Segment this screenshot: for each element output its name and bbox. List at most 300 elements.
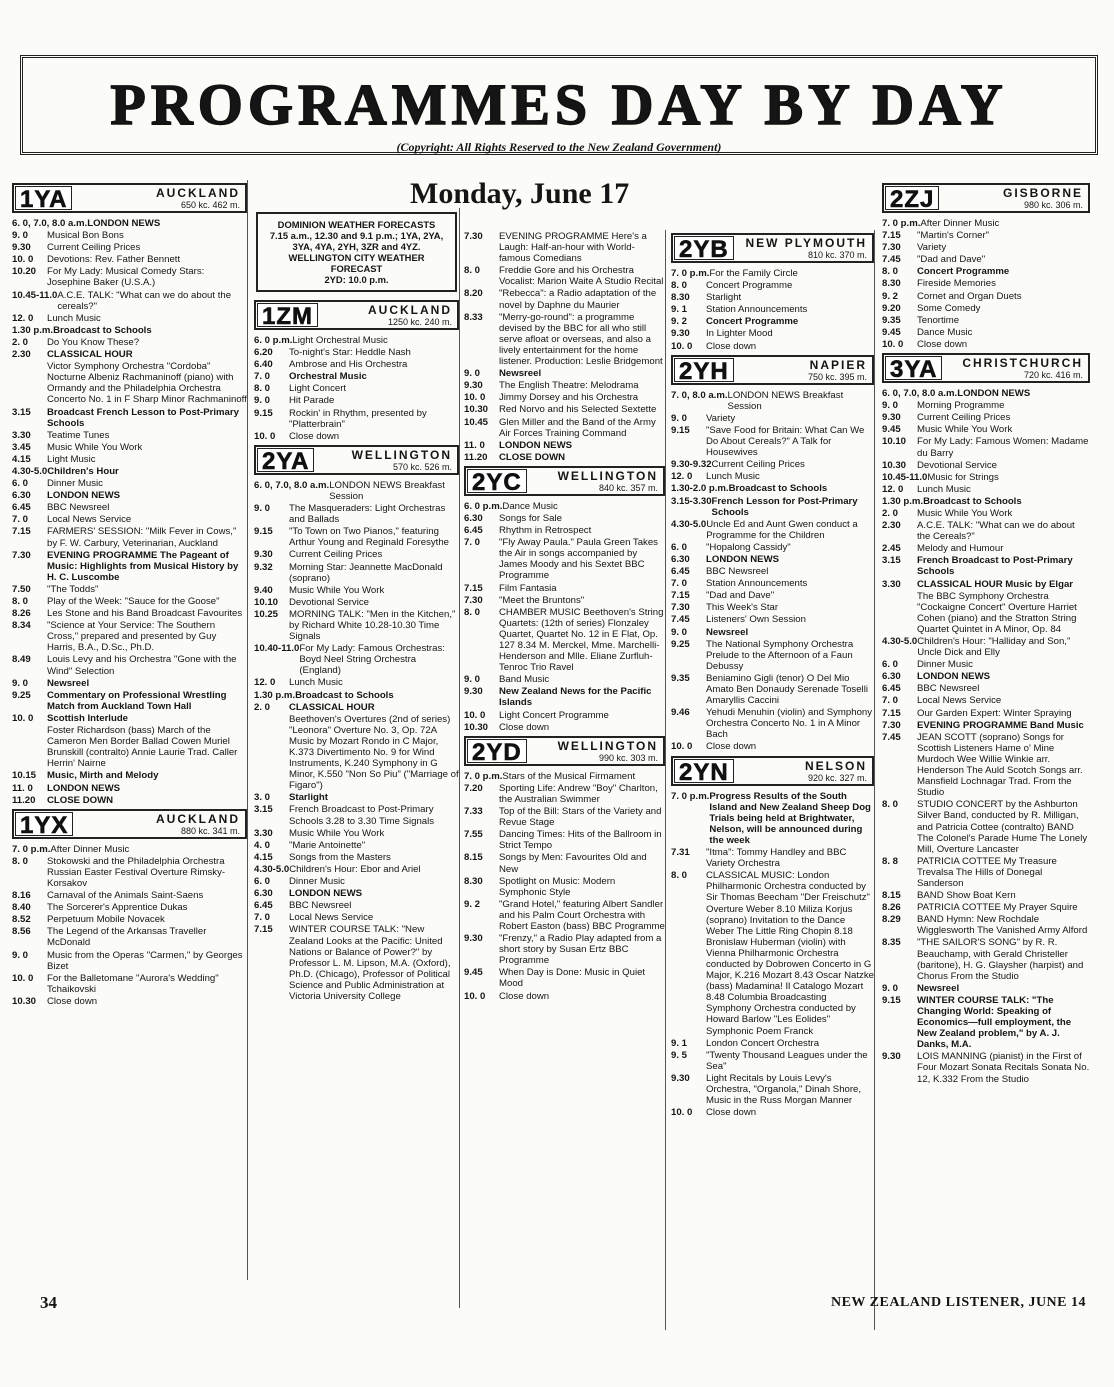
weather-forecast-box bbox=[256, 212, 457, 292]
programme-item bbox=[882, 799, 1090, 854]
programme-time: 9. 0 bbox=[254, 395, 271, 407]
programme-item bbox=[671, 554, 874, 565]
station-callsign: 2YN bbox=[674, 759, 734, 783]
programme-item bbox=[12, 290, 247, 312]
programme-item bbox=[882, 472, 1090, 483]
station-callsign: 2ZJ bbox=[885, 186, 939, 210]
programme-time: 9. 5 bbox=[671, 1049, 688, 1061]
programme-time: 7.30 bbox=[12, 549, 31, 561]
programme-time: 9.25 bbox=[671, 638, 690, 650]
programme-time: 7. 0 p.m. bbox=[671, 790, 710, 802]
programme-item bbox=[12, 844, 247, 855]
programme-item bbox=[254, 804, 459, 826]
programme-item bbox=[254, 371, 459, 382]
programme-time: 9. 0 bbox=[464, 674, 481, 686]
programme-description: PATRICIA COTTEE My Treasure Trevalsa The Hills of Donegal Sanderson bbox=[917, 855, 1057, 889]
programme-item bbox=[12, 725, 247, 769]
programme-time: 9.30 bbox=[12, 242, 31, 254]
programme-item bbox=[254, 347, 459, 358]
programme-description: Newsreel bbox=[917, 982, 960, 994]
programme-description: Music, Mirth and Melody bbox=[47, 770, 159, 782]
programme-time: 8. 0 bbox=[254, 383, 271, 395]
programme-item bbox=[671, 459, 874, 470]
programme-item bbox=[671, 304, 874, 315]
programme-description: Broadcast to Schools bbox=[53, 324, 152, 336]
programme-time: 3.30 bbox=[882, 578, 901, 590]
programme-description: Lunch Music bbox=[917, 483, 971, 495]
programme-item bbox=[882, 436, 1090, 458]
station-frequency: 750 kc. 395 m. bbox=[807, 371, 867, 382]
programme-description: Some Comedy bbox=[917, 302, 981, 314]
programme-item bbox=[12, 442, 247, 453]
programme-description: Newsreel bbox=[47, 677, 90, 689]
programme-description: BBC Newsreel bbox=[917, 683, 980, 695]
programme-time: 6.45 bbox=[671, 566, 690, 578]
programme-time: 6. 0, 7.0, 8.0 a.m. bbox=[12, 218, 88, 229]
programme-item bbox=[254, 912, 459, 923]
programme-item bbox=[254, 840, 459, 851]
programme-description: STUDIO CONCERT by the Ashburton Silver Band, conducted by R. Milligan, and Patricia Cottee (contralto) BAND The Colonel's Parade Hume The Lonely Mill, Overture Lancaster bbox=[917, 799, 1088, 855]
programme-description: LONDON NEWS bbox=[499, 439, 573, 451]
programme-item bbox=[882, 995, 1090, 1050]
programme-item bbox=[12, 454, 247, 465]
programme-description: Songs by Men: Favourites Old and New bbox=[499, 852, 647, 875]
programme-time: 9. 0 bbox=[12, 677, 29, 689]
station-callsign: 2YB bbox=[674, 236, 734, 260]
programme-time: 6. 0, 7.0, 8.0 a.m. bbox=[882, 388, 958, 400]
programme-item bbox=[882, 460, 1090, 471]
programme-time: 8.30 bbox=[882, 278, 901, 290]
programme-description: The National Symphony Orchestra Prelude to the Afternoon of a Faun Debussy bbox=[706, 638, 854, 672]
programme-description: Music for Strings bbox=[927, 471, 999, 483]
programme-description: For My Lady: Musical Comedy Stars: Josephine Baker (U.S.A.) bbox=[47, 266, 205, 289]
weather-city-time: 2YD: 10.0 p.m. bbox=[324, 274, 389, 285]
programme-time: 8.15 bbox=[882, 890, 901, 902]
programme-description: A.C.E. TALK: "What can we do about the Cereals?" bbox=[917, 520, 1075, 543]
programme-time: 7.50 bbox=[12, 583, 31, 595]
programme-description: LONDON NEWS bbox=[957, 388, 1031, 400]
programme-item bbox=[254, 335, 459, 346]
programme-description: Light Music bbox=[47, 453, 96, 465]
footer-publication: NEW ZEALAND LISTENER, JUNE 14 bbox=[830, 1295, 1086, 1310]
station-header bbox=[464, 736, 665, 766]
programme-item bbox=[671, 471, 874, 482]
programme-time: 8.49 bbox=[12, 654, 31, 666]
programme-item bbox=[882, 496, 1090, 507]
programme-description: Broadcast to Schools bbox=[728, 483, 828, 495]
station-block bbox=[671, 756, 874, 1119]
programme-time: 6. 0, 7.0, 8.0 a.m. bbox=[254, 479, 330, 491]
programme-description: London Concert Orchestra bbox=[706, 1037, 820, 1049]
programme-description: Les Stone and his Band Broadcast Favourites bbox=[47, 608, 243, 620]
programme-time: 6.40 bbox=[254, 359, 273, 371]
programme-description: Close down bbox=[47, 995, 98, 1007]
programme-time: 7.30 bbox=[882, 719, 901, 731]
programme-description: LONDON NEWS Breakfast Session bbox=[329, 479, 445, 502]
programme-description: Foster Richardson (bass) March of the Cameron Men Border Ballad Cowen Muriel Brunskill (contralto) Annie Laurie Trad. Caller Herrin' Nairne bbox=[47, 725, 238, 770]
programme-time: 7. 0 bbox=[882, 695, 899, 707]
programme-description: A.C.E. TALK: "What can we do about the cereals?" bbox=[57, 289, 232, 312]
programme-time bbox=[12, 725, 47, 769]
programme-item bbox=[12, 690, 247, 712]
programme-time: 8. 0 bbox=[671, 870, 688, 882]
programme-description: Children's Hour: Ebor and Ariel bbox=[289, 863, 421, 875]
programme-item bbox=[12, 584, 247, 595]
programme-item bbox=[671, 602, 874, 613]
programme-description: LOIS MANNING (pianist) in the First of Four Mozart Sonata Recitals Sonata No. 12, K.332 From the Studio bbox=[917, 1051, 1090, 1085]
programme-description: Stokowski and the Philadelphia Orchestra Russian Easter Festival Overture Rimsky-Korsakov bbox=[47, 855, 226, 889]
programme-item bbox=[882, 636, 1090, 658]
programme-item bbox=[254, 431, 459, 442]
programme-time: 2. 0 bbox=[12, 336, 29, 348]
programme-description: "Hopalong Cassidy" bbox=[706, 541, 791, 553]
programme-time: 7.15 bbox=[671, 590, 690, 602]
programme-item bbox=[464, 265, 665, 287]
programme-item bbox=[671, 791, 874, 846]
programme-item bbox=[882, 400, 1090, 411]
programme-item bbox=[254, 480, 459, 502]
programme-time: 4.30-5.0 bbox=[12, 465, 48, 477]
programme-item bbox=[254, 562, 459, 584]
programme-item bbox=[464, 392, 665, 403]
programme-description: EVENING PROGRAMME The Pageant of Music: Highlights from Musical History by H. C. Luscombe bbox=[47, 549, 239, 583]
programme-description: Current Ceiling Prices bbox=[917, 412, 1011, 424]
programme-time: 8.29 bbox=[882, 914, 901, 926]
programme-description: CLOSE DOWN bbox=[499, 451, 566, 463]
programme-item bbox=[12, 325, 247, 336]
programme-description: "Merry-go-round": a programme devised by the BBC for all who still serve afloat or overseas, and also a lively entertainment for the home listener. Production: Leslie Bridgemont bbox=[499, 311, 663, 368]
programme-time: 10. 0 bbox=[882, 338, 904, 350]
programme-time: 9.35 bbox=[671, 672, 690, 684]
column-4 bbox=[671, 230, 875, 1330]
programme-item bbox=[671, 519, 874, 541]
programme-time: 3.15 bbox=[12, 406, 31, 418]
programme-description: Devotional Service bbox=[289, 596, 369, 608]
programme-description: "To Town on Two Pianos," featuring Arthur Young and Reginald Foresythe bbox=[289, 526, 450, 549]
programme-time bbox=[254, 714, 289, 792]
programme-item bbox=[254, 597, 459, 608]
programme-item bbox=[254, 359, 459, 370]
programme-item bbox=[254, 792, 459, 803]
programme-time: 6.30 bbox=[464, 512, 483, 524]
programme-time: 10.25 bbox=[254, 608, 279, 620]
station-info bbox=[735, 758, 872, 784]
programme-description: Music While You Work bbox=[289, 827, 385, 839]
programme-description: Broadcast to Schools bbox=[923, 495, 1022, 507]
programme-time: 7.45 bbox=[882, 731, 901, 743]
programme-time bbox=[12, 361, 47, 405]
programme-item bbox=[882, 659, 1090, 670]
programme-description: BBC Newsreel bbox=[706, 566, 769, 578]
programme-item bbox=[671, 566, 874, 577]
programme-description: EVENING PROGRAMME Here's a Laugh: Half-an-hour with World-famous Comedians bbox=[499, 231, 647, 265]
programme-time: 8. 0 bbox=[464, 265, 481, 277]
programme-time: 9. 0 bbox=[12, 949, 29, 961]
programme-description: Songs from the Masters bbox=[289, 851, 391, 863]
programme-item bbox=[882, 732, 1090, 799]
station-name: WELLINGTON bbox=[557, 468, 658, 483]
programme-time: 2. 0 bbox=[254, 701, 271, 713]
programme-time: 7.30 bbox=[882, 242, 901, 254]
programme-description: Current Ceiling Prices bbox=[711, 459, 805, 471]
programme-time: 10. 0 bbox=[671, 741, 693, 753]
programme-time: 8.16 bbox=[12, 890, 31, 902]
programme-time: 6. 0 bbox=[671, 541, 688, 553]
programme-item bbox=[882, 254, 1090, 265]
programme-item bbox=[882, 555, 1090, 577]
programme-description: The Legend of the Arkansas Traveller McDonald bbox=[47, 926, 207, 949]
programme-description: "Itma": Tommy Handley and BBC Variety Orchestra bbox=[706, 847, 847, 870]
programme-description: The Masqueraders: Light Orchestras and Ballads bbox=[289, 503, 446, 526]
programme-item bbox=[671, 590, 874, 601]
programme-item bbox=[671, 268, 874, 279]
programme-time: 9.30 bbox=[464, 933, 483, 945]
programme-item bbox=[882, 315, 1090, 326]
programme-description: Commentary on Professional Wrestling Match from Auckland Town Hall bbox=[47, 689, 227, 712]
programme-item bbox=[12, 770, 247, 781]
programme-description: New Zealand News for the Pacific Islands bbox=[499, 686, 652, 709]
programme-time: 7.55 bbox=[464, 829, 483, 841]
programme-item bbox=[671, 1073, 874, 1106]
station-callsign: 2YD bbox=[467, 739, 527, 763]
programme-time: 7. 0 bbox=[254, 371, 271, 383]
programme-item bbox=[464, 674, 665, 685]
programme-time: 4.30-5.0 bbox=[254, 863, 290, 875]
programme-item bbox=[12, 713, 247, 724]
programme-time: 7.15 bbox=[12, 526, 31, 538]
programme-description: Beethoven's Overtures (2nd of series) "Leonora" Overture No. 3, Op. 72A Music by Mozart Rondo in C Major, K.373 Divertimento No. 9 for Wind Instruments, K.240 Symphony in G Minor, K.550 "Non So Piu" ("Marriage of Figaro") bbox=[289, 713, 459, 792]
programme-time: 10.30 bbox=[12, 995, 37, 1007]
programme-item bbox=[12, 526, 247, 548]
programme-description: Music While You Work bbox=[917, 507, 1013, 519]
programme-item bbox=[882, 327, 1090, 338]
programme-item bbox=[671, 847, 874, 869]
programme-item bbox=[882, 856, 1090, 889]
programme-time: 2.30 bbox=[882, 520, 901, 532]
programme-time: 10. 0 bbox=[254, 430, 276, 442]
station-info bbox=[319, 302, 457, 328]
programme-time: 1.30 p.m. bbox=[882, 495, 924, 507]
programme-item bbox=[254, 714, 459, 792]
programme-item bbox=[12, 596, 247, 607]
programme-time: 8. 0 bbox=[882, 799, 899, 811]
programme-description: "Dad and Dave" bbox=[706, 590, 775, 602]
programme-time: 7.15 bbox=[464, 582, 483, 594]
station-name: WELLINGTON bbox=[557, 738, 658, 753]
programme-item bbox=[12, 266, 247, 288]
programme-time: 9.32 bbox=[254, 561, 273, 573]
programme-description: Red Norvo and his Selected Sextette bbox=[499, 404, 657, 416]
programme-time: 10.10 bbox=[254, 596, 279, 608]
programme-time bbox=[882, 591, 917, 635]
programme-time: 7.15 bbox=[254, 924, 273, 936]
programme-item bbox=[464, 899, 665, 932]
programme-item bbox=[464, 852, 665, 874]
programme-description: Close down bbox=[706, 340, 757, 352]
programme-description: Do You Know These? bbox=[47, 336, 140, 348]
programme-time: 6.45 bbox=[254, 900, 273, 912]
programme-description: Tenortime bbox=[917, 314, 960, 326]
programme-time: 3.15 bbox=[882, 555, 901, 567]
weather-times: 7.15 a.m., 12.30 and 9.1 p.m.; 1YA, 2YA, 3YA, 4YA, 2YH, 3ZR and 4YZ. bbox=[269, 230, 444, 252]
programme-description: Lunch Music bbox=[706, 471, 760, 483]
programme-item bbox=[254, 864, 459, 875]
programme-item bbox=[671, 328, 874, 339]
programme-description: EVENING PROGRAMME Band Music bbox=[917, 719, 1084, 731]
weather-heading: DOMINION WEATHER FORECASTS bbox=[277, 219, 436, 230]
station-frequency: 810 kc. 370 m. bbox=[807, 250, 867, 260]
programme-time: 7.45 bbox=[882, 254, 901, 266]
programme-time: 9. 0 bbox=[12, 230, 29, 242]
programme-description: For the Family Circle bbox=[709, 268, 798, 279]
programme-description: Rockin' in Rhythm, presented by "Platterbrain" bbox=[289, 407, 427, 430]
programme-item bbox=[464, 686, 665, 708]
programme-description: Close down bbox=[499, 721, 550, 733]
programme-time: 11.20 bbox=[12, 794, 36, 806]
programme-item bbox=[882, 508, 1090, 519]
programme-time: 9. 0 bbox=[671, 626, 688, 638]
programme-description: "Save Food for Britain: What Can We Do About Cereals?" A Talk for Housewives bbox=[706, 424, 865, 459]
programme-item bbox=[12, 349, 247, 360]
programme-description: Freddie Gore and his Orchestra Vocalist: Marion Waite A Studio Recital bbox=[499, 265, 664, 288]
programme-time: 10.40-11.0 bbox=[254, 643, 300, 655]
page-number: 34 bbox=[40, 1293, 57, 1312]
programme-item bbox=[882, 520, 1090, 542]
programme-description: French Broadcast to Post-Primary Schools bbox=[917, 555, 1073, 578]
programme-item bbox=[464, 722, 665, 733]
programme-description: Sporting Life: Andrew "Boy" Charlton, the Australian Swimmer bbox=[499, 782, 658, 805]
station-frequency: 990 kc. 303 m. bbox=[598, 752, 658, 763]
station-block bbox=[464, 466, 665, 733]
programme-description: Close down bbox=[289, 430, 340, 442]
programme-item bbox=[671, 578, 874, 589]
programme-item bbox=[254, 526, 459, 548]
programme-description: Orchestral Music bbox=[289, 371, 367, 383]
programme-item bbox=[882, 230, 1090, 241]
programme-item bbox=[671, 870, 874, 1036]
programme-description: LONDON NEWS bbox=[47, 782, 121, 794]
programme-description: "The Todds" bbox=[47, 583, 99, 595]
programme-description: Fireside Memories bbox=[917, 278, 996, 290]
programme-time: 7. 0 p.m. bbox=[12, 843, 51, 855]
programme-description: Spotlight on Music: Modern Symphonic Style bbox=[499, 875, 616, 898]
programme-description: Dance Music bbox=[917, 326, 973, 338]
programme-item bbox=[254, 690, 459, 701]
station-info bbox=[315, 447, 457, 473]
programme-description: Newsreel bbox=[706, 626, 749, 638]
programme-description: Station Announcements bbox=[706, 578, 808, 590]
programme-item bbox=[12, 242, 247, 253]
programme-item bbox=[671, 627, 874, 638]
programme-item bbox=[882, 424, 1090, 435]
programme-item bbox=[12, 313, 247, 324]
programme-description: Lunch Music bbox=[47, 312, 101, 324]
programme-item bbox=[464, 595, 665, 606]
programme-item bbox=[464, 967, 665, 989]
programme-item bbox=[12, 914, 247, 925]
programme-item bbox=[882, 890, 1090, 901]
programme-description: CHAMBER MUSIC Beethoven's String Quartets: (12th of series) Flonzaley Quartet, Quartet No. 12 in E Flat, Op. 127 8.34 M. Merckel, Mme. Marchelli-Henderson and Mlle. Eliane Zurfluh-Tenroc Trio Ravel bbox=[499, 606, 664, 674]
programme-description: Cornet and Organ Duets bbox=[917, 290, 1022, 302]
programme-description: Louis Levy and his Orchestra "Gone with the Wind" Selection bbox=[47, 654, 237, 677]
programme-description: Children's Hour: "Halliday and Son," Uncle Dick and Elly bbox=[917, 636, 1071, 659]
programme-item bbox=[671, 1038, 874, 1049]
programme-time: 4.30-5.0 bbox=[882, 636, 918, 647]
programme-time: 8.30 bbox=[671, 292, 690, 304]
programme-description: "Dad and Dave" bbox=[917, 254, 986, 266]
programme-item bbox=[882, 671, 1090, 682]
masthead-title: PROGRAMMES DAY BY DAY bbox=[110, 72, 1008, 137]
programme-time: 9.15 bbox=[254, 526, 273, 538]
station-info bbox=[74, 811, 245, 837]
programme-item bbox=[882, 484, 1090, 495]
programme-description: Top of the Bill: Stars of the Variety and Revue Stage bbox=[499, 806, 662, 829]
programme-item bbox=[464, 404, 665, 415]
programme-item bbox=[12, 230, 247, 241]
programme-description: Stars of the Musical Firmament bbox=[502, 770, 636, 782]
programme-time: 4. 0 bbox=[254, 839, 271, 851]
station-info bbox=[735, 235, 872, 261]
station-name: AUCKLAND bbox=[368, 303, 452, 317]
programme-time: 9. 0 bbox=[464, 368, 481, 380]
station-info bbox=[528, 468, 663, 494]
programme-description: "Martin's Corner" bbox=[917, 230, 990, 242]
programme-time: 9.45 bbox=[882, 424, 901, 436]
programme-time: 9.30 bbox=[671, 1072, 690, 1084]
programme-time: 3.30 bbox=[254, 827, 273, 839]
programme-time: 10. 0 bbox=[671, 340, 693, 352]
programme-time: 8. 0 bbox=[464, 606, 481, 618]
programme-item bbox=[882, 579, 1090, 590]
programme-time: 10.30 bbox=[464, 721, 489, 733]
programme-item bbox=[464, 452, 665, 463]
station-block bbox=[882, 183, 1090, 350]
programme-description: For the Balletomane "Aurora's Wedding" Tchaikovski bbox=[47, 972, 219, 995]
programme-description: CLASSICAL MUSIC: London Philharmonic Orchestra conducted by Sir Thomas Beecham "Der Freischutz" Overture Weber 8.10 Miliza Korjus (soprano) Invitation to the Dance Weber The Little Ring Chopin 8.18 Bronislaw Huberman (violin) with Vienna Philharmonic Orchestra conducted by Dobrowen Concerto in G Major, K.216 Mozart 8.43 Oscar Natzke (bass) Madamina! Il Catalogo Mozart 8.48 Columbia Broadcasting Symphony Orchestra conducted by Howard Barlow "Les Eolides" Symphonic Poem Franck bbox=[706, 870, 874, 1037]
programme-time: 6. 0 bbox=[12, 478, 29, 490]
station-callsign: 2YC bbox=[467, 469, 527, 493]
programme-description: LONDON NEWS bbox=[87, 218, 161, 229]
programme-description: BAND Hymn: New Rochdale Wigglesworth The Vanished Army Alford bbox=[917, 914, 1088, 937]
programme-description: The English Theatre: Melodrama bbox=[499, 380, 639, 392]
programme-item bbox=[12, 795, 247, 806]
programme-description: Rhythm in Retrospect bbox=[499, 525, 592, 537]
programme-item bbox=[254, 702, 459, 713]
programme-item bbox=[671, 542, 874, 553]
programme-description: CLASSICAL HOUR bbox=[47, 349, 133, 361]
programme-item bbox=[12, 407, 247, 429]
programme-item bbox=[882, 412, 1090, 423]
programme-time: 10.10 bbox=[882, 436, 907, 448]
programme-description: Light Concert Programme bbox=[499, 709, 609, 721]
programme-description: Broadcast to Schools bbox=[295, 689, 394, 701]
programme-item bbox=[254, 585, 459, 596]
programme-description: Music from the Operas "Carmen," by Georges Bizet bbox=[47, 949, 243, 972]
programme-item bbox=[12, 218, 247, 229]
station-info bbox=[943, 355, 1088, 381]
programme-item bbox=[882, 902, 1090, 913]
programme-item bbox=[882, 291, 1090, 302]
programme-time: 9.15 bbox=[671, 424, 690, 436]
programme-time: 9.30 bbox=[464, 380, 483, 392]
programme-description: The BBC Symphony Orchestra "Cockaigne Concert" Overture Harriet Cohen (piano) and the Stratton String Quartet Quintet in A Minor, Op. 84 bbox=[917, 590, 1077, 635]
masthead bbox=[20, 55, 1098, 155]
programme-time: 9.30 bbox=[464, 686, 483, 698]
programme-time: 10. 0 bbox=[464, 392, 486, 404]
programme-description: Hit Parade bbox=[289, 395, 335, 407]
programme-item bbox=[12, 783, 247, 794]
programme-description: After Dinner Music bbox=[920, 218, 1000, 229]
